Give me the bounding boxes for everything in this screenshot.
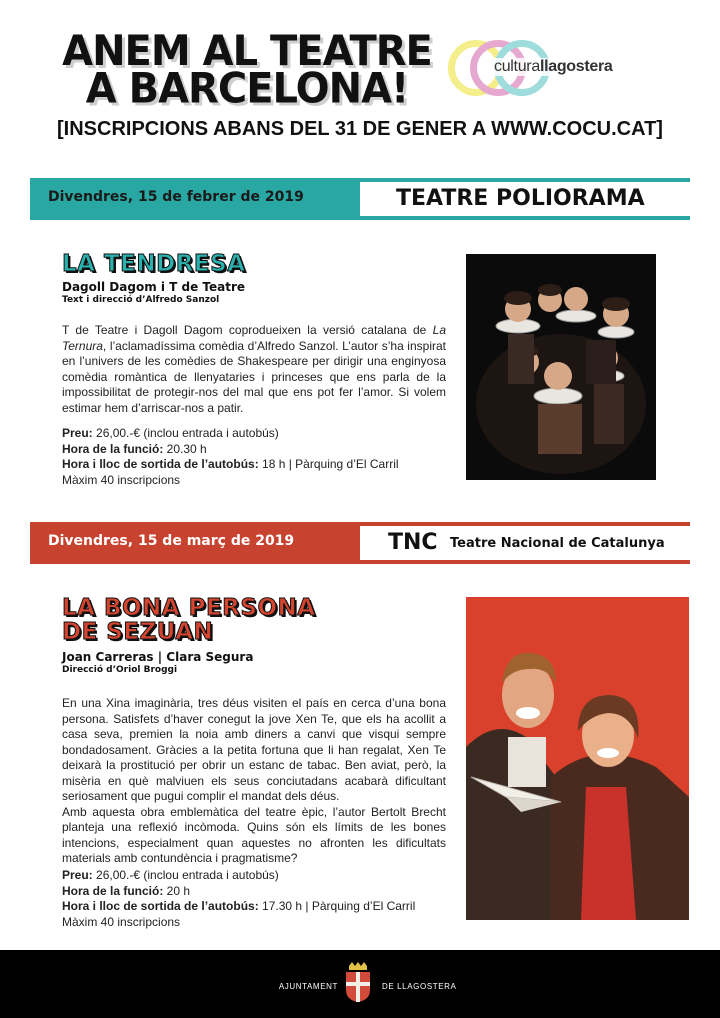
logo-word-cultura: cultura [494,58,540,75]
event1-credit: Text i direcció d’Alfredo Sanzol [62,295,220,305]
event1-venue: TEATRE POLIORAMA [396,186,645,211]
event1-price [62,426,452,442]
town-crest-icon [343,962,373,1002]
event1-price-label: Preu: [62,426,93,440]
event2-bus-label: Hora i lloc de sortida de l’autobús: [62,899,259,913]
event2-info [62,868,452,930]
event2-show-title [62,596,316,644]
event1-photo [466,254,656,480]
cultura-llagostera-logo [448,38,678,108]
event1-show-title: LA TENDRESA [62,251,246,277]
event2-photo-illustration [466,597,689,920]
footer [0,950,720,1018]
event1-rule-bottom [360,216,690,220]
poster-title [62,26,432,114]
event1-rule-top [360,178,690,182]
event1-info [62,426,452,488]
event2-desc-paragraph-2: Amb aquesta obra emblemàtica del teatre èpic, l’autor Bertolt Brecht planteja una reflexió incòmoda. Quins són els límits de les bones intencions, especialment quan aquestes no afronten les dificultats materials amb contundència i pragmatisme? [62,804,446,865]
footer-ajuntament: AJUNTAMENT [278,982,338,991]
event1-desc-pre: T de Teatre i Dagoll Dagom coprodueixen la versió catalana de [62,323,433,337]
event1-max: Màxim 40 inscripcions [62,472,181,487]
event2-venue-short: TNC [388,530,438,555]
event1-description [62,323,446,416]
footer-llagostera: DE LLAGOSTERA [382,982,457,991]
event1-date: Divendres, 15 de febrer de 2019 [48,189,304,205]
title-line-1: ANEM AL TEATRE [62,26,432,76]
event2-show-title-line-2: DE SEZUAN [62,619,214,645]
event1-band [30,178,690,220]
event1-date-box [30,178,360,220]
event1-bus [62,457,452,473]
event2-band [30,522,690,564]
event2-price-value: 26,00.-€ (inclou entrada i autobús) [92,868,279,882]
event2-credit: Direcció d’Oriol Broggi [62,665,178,675]
event2-max: Màxim 40 inscripcions [62,914,181,929]
event2-date: Divendres, 15 de març de 2019 [48,533,295,549]
event2-company: Joan Carreras | Clara Segura [62,650,254,664]
event2-rule-bottom [360,560,690,564]
event1-company: Dagoll Dagom i T de Teatre [62,280,246,294]
event2-time-label: Hora de la funció: [62,883,164,898]
event2-date-box [30,522,360,564]
event1-time-value: 20.30 h [163,441,207,456]
event2-time-value: 20 h [163,883,191,898]
event2-description [62,696,446,867]
event1-price-value: 26,00.-€ (inclou entrada i autobús) [92,426,279,440]
event1-bus-label: Hora i lloc de sortida de l’autobús: [62,457,259,471]
event2-price [62,868,452,884]
title-line-2: A BARCELONA! [85,64,409,114]
registration-notice: [INSCRIPCIONS ABANS DEL 31 DE GENER A WWW.COCU.CAT] [57,118,663,140]
event2-bus [62,899,452,915]
event2-show-title-line-1: LA BONA PERSONA [62,595,316,621]
logo-word-llagostera: llagostera [539,58,613,75]
event2-venue-full: Teatre Nacional de Catalunya [450,536,665,551]
event2-desc-paragraph-1: En una Xina imaginària, tres déus visiten el país en cerca d’una bona persona. Satisfets d’haver conegut la jove Xen Te, que els ha acollit a casa seva, premien la noia amb diners a canvi que visqui sempre bondadosament. Gràcies a la petita fortuna que li han regalat, Xen Te deixarà la prostitució per obrir un estanc de tabac. Ben aviat, però, la misèria en què malviuen els seus conciutadans acabarà dificultant seriosament que pugui complir el mandat dels déus. [62,696,446,803]
event1-photo-illustration [466,254,656,480]
event1-time [62,442,452,458]
event2-bus-value: 17.30 h | Pàrquing d’El Carril [258,899,416,913]
event1-desc-title: La Ternura [62,323,446,353]
event2-time [62,884,452,900]
event1-time-label: Hora de la funció: [62,441,164,456]
event2-rule-top [360,522,690,526]
event2-photo [466,597,689,920]
logo-wordmark [492,58,615,76]
event1-desc-post: , l’aclamadíssima comèdia d’Alfredo Sanzol. L’autor s’ha inspirat en l’univers de les comèdies de Shakespeare per dirigir una enginyosa comèdia romàntica de llenyataries i princeses que ens parla de la impossibilitat de protegir-nos del mal que ens pot fer l’amor. Si volem estimar hem d’arriscar-nos a patir. [62,338,446,415]
event1-bus-value: 18 h | Pàrquing d’El Carril [258,457,399,471]
event2-price-label: Preu: [62,868,93,882]
